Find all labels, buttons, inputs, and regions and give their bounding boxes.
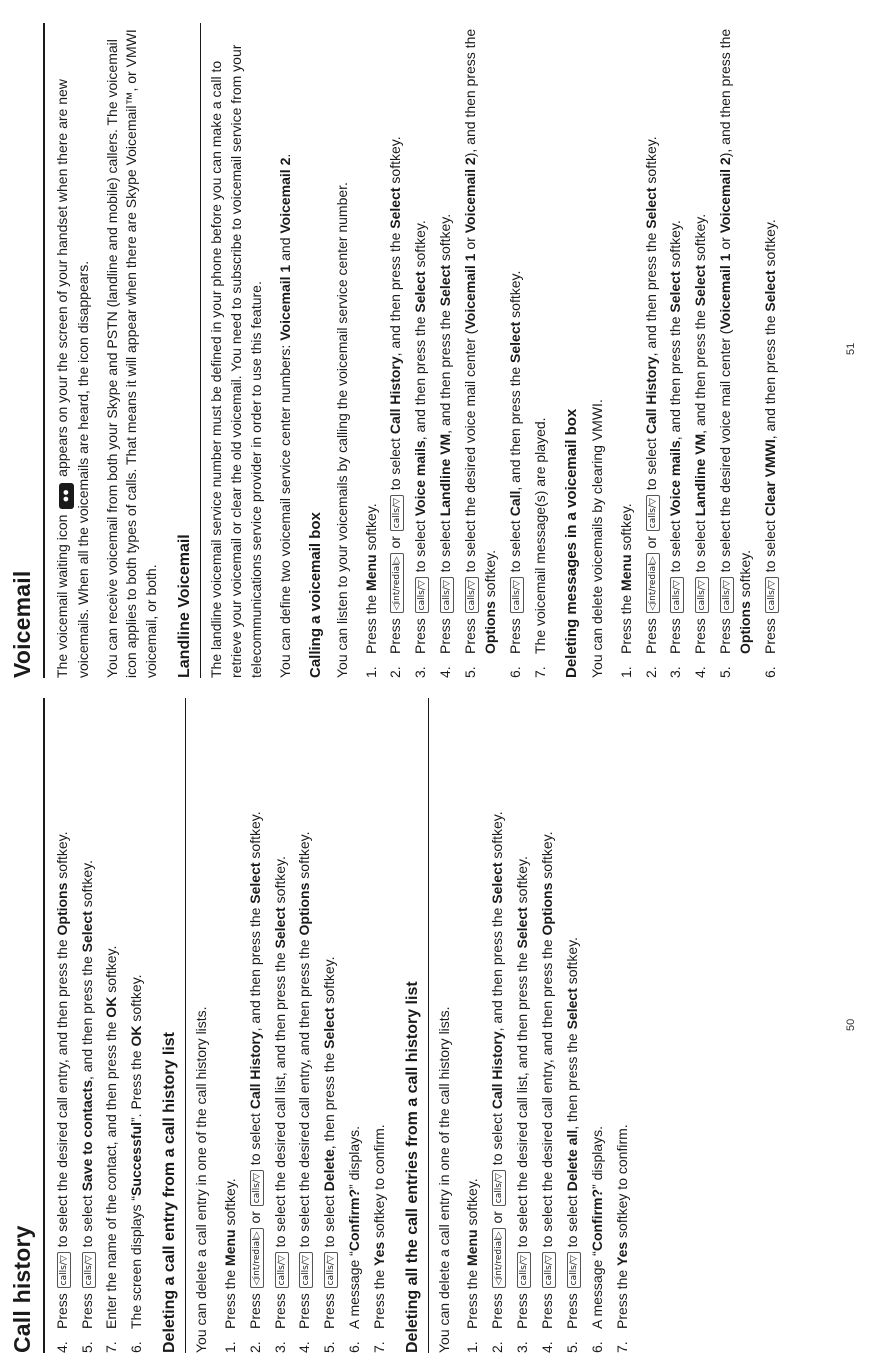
step-number: 7. [371,1341,387,1353]
step-text: to select [667,516,684,577]
step-text: softkey. [321,956,338,1008]
step-number: 7. [613,1341,630,1353]
key-glyph-icon: calls/▽ [492,1170,506,1206]
step-item [617,23,637,678]
key-glyph-icon: ◁int/redial▷ [390,553,404,613]
step-bold-text: Voice mails [667,440,684,517]
step-item [613,698,633,1353]
key-glyph-icon: calls/▽ [567,1252,581,1288]
step-bold-text: Call [506,490,523,517]
step-text: softkey. [761,219,778,271]
step-number: 7. [531,666,548,678]
key-glyph-icon: calls/▽ [390,495,404,531]
step-bold-text: Select [667,271,684,313]
step-item [761,23,781,678]
step-item [221,698,241,1353]
step-number: 2. [246,1341,263,1353]
step-item [386,23,406,678]
subsection-title: Calling a voicemail box [307,512,325,678]
step-text: softkey. [221,1178,238,1230]
step-text: softkey. [53,831,70,883]
step-item [716,23,756,678]
step-text: ” displays. [588,1125,605,1189]
step-text: Press [506,614,523,654]
step-text: to select [563,1191,580,1252]
step-bold-text: Select [642,187,659,229]
step-text: Press [692,614,709,654]
subsection-title: Deleting messages in a voicemail box [562,408,580,678]
step-number: 5. [462,666,479,678]
step-text: or [717,233,734,254]
step-text: softkey. [464,1178,481,1230]
step-item [362,23,382,678]
step-item [538,698,558,1353]
step-text: softkey. [362,503,379,555]
step-bold-text: Select [246,862,263,904]
bold-text: Voicemail 1 [276,264,293,341]
steps-list [362,23,551,678]
intro-text: appears on your the screen of your handset when there are new voicemails. When all the voicemails are heard, the icon disappears. [53,79,91,678]
step-text: , and then press the [78,952,95,1081]
step-number: 4. [539,1341,556,1353]
step-text: Press [489,1289,506,1329]
step-text: The voicemail message(s) are played. [531,417,548,654]
step-text: Press [271,1289,288,1329]
step-text: A message “ [588,1251,605,1329]
step-number: 3. [514,1341,531,1353]
step-number: 6. [761,666,778,678]
step-text: to select the desired call entry, and then press the [53,935,70,1252]
step-item [102,698,122,1353]
step-bold-text: Options [53,882,70,936]
step-bold-text: Menu [362,554,379,591]
step-text: to select the desired voice mail center ( [462,329,479,577]
key-glyph-icon: calls/▽ [510,577,524,613]
step-text: softkey. [563,937,580,989]
step-number: 1. [221,1341,238,1353]
step-bold-text: Select [437,264,454,307]
step-number: 4. [437,666,454,678]
step-number: 5. [563,1341,580,1353]
step-text: Press [642,614,659,654]
step-text: to select [321,1191,338,1252]
step-bold-text: Options [296,882,313,936]
step-text: Press [387,614,404,654]
step-text: Press [514,1289,531,1329]
step-text: ), and then press the [462,28,479,158]
step-number: 3. [271,1341,288,1353]
key-glyph-icon: calls/▽ [646,495,660,531]
step-bold-text: OK [128,1025,145,1047]
step-text: to select [437,516,454,577]
step-number: 2. [489,1341,506,1353]
step-bold-text: Select [412,271,429,313]
step-text: to select [246,1109,263,1170]
key-glyph-icon: calls/▽ [720,577,734,613]
step-number: 5. [78,1341,95,1353]
step-number: 7. [103,1341,120,1353]
key-glyph-icon: calls/▽ [415,577,429,613]
step-text: Press the [221,1265,238,1329]
step-text: , and then press the [667,312,684,441]
step-item [563,698,583,1353]
step-bold-text: Select [321,1007,338,1049]
step-text: softkey to confirm. [371,1124,387,1242]
step-item [345,698,365,1353]
step-item [488,698,508,1353]
step-bold-text: Select [514,907,531,949]
step-item [642,23,662,678]
key-glyph-icon: calls/▽ [299,1252,313,1288]
step-text: , and then press the [437,306,454,434]
key-glyph-icon: calls/▽ [275,1252,289,1288]
step-bold-text: Select [563,988,580,1030]
step-item [666,23,686,678]
step-bold-text: Select [692,264,709,307]
step-item [295,698,315,1353]
step-bold-text: Options [737,601,754,654]
step-text: softkey. [692,213,709,265]
step-number: 4. [53,1341,70,1353]
step-bold-text: OK [103,996,120,1018]
key-glyph-icon: calls/▽ [57,1252,71,1288]
landline-paragraph-2 [276,23,296,678]
step-number: 6. [128,1341,145,1353]
step-text: or [489,1207,506,1228]
step-bold-text: Successful [128,1122,145,1196]
step-text: to select the desired call list, and then press the [271,948,288,1252]
key-glyph-icon: calls/▽ [324,1252,338,1288]
voicemail-intro [53,23,94,678]
step-bold-text: Yes [613,1241,630,1266]
step-item [588,698,608,1353]
key-glyph-icon: ◁int/redial▷ [250,1228,264,1288]
step-bold-text: Call History [489,1031,506,1110]
key-glyph-icon: calls/▽ [465,577,479,613]
step-bold-text: Select [78,911,95,953]
step-text: , and then press the [692,306,709,434]
page-title: Call history [6,698,45,1353]
step-item [436,23,456,678]
step-text: to select the desired call entry, and then press the [296,935,313,1252]
step-text: Press [296,1289,313,1329]
step-text: Press the [613,1265,630,1329]
step-text: , then press the [321,1048,338,1150]
key-glyph-icon: ◁int/redial▷ [492,1228,506,1288]
step-number: 4. [296,1341,313,1353]
step-number: 2. [387,666,404,678]
step-bold-text: Select [761,270,778,312]
step-text: Enter the name of the contact, and then press the [103,1017,120,1329]
step-text: Press the [371,1265,387,1329]
step-text: Press [717,614,734,654]
step-bold-text: Confirm? [588,1188,605,1252]
step-bold-text: Voicemail 2 [462,157,479,234]
step-text: ” displays. [346,1125,363,1189]
step-number: 5. [321,1341,338,1353]
step-text: softkey. [78,860,95,912]
step-item [246,698,266,1353]
step-item [53,698,73,1353]
step-text: , and then press the [246,903,263,1032]
step-bold-text: Landline VM [692,433,709,517]
steps-list [221,698,390,1353]
subsection-intro: You can listen to your voicemails by calling the voicemail service center number. [333,182,350,678]
key-glyph-icon: calls/▽ [542,1252,556,1288]
step-item [78,698,98,1353]
step-item [271,698,291,1353]
section-title: Landline Voicemail [174,23,201,678]
step-text: , and then press the [761,311,778,440]
step-text: Press the [464,1265,481,1329]
page-number: 51 [845,342,857,355]
step-text: to select [761,516,778,577]
step-text: softkey. [642,136,659,188]
step-number: 1. [617,666,634,678]
key-glyph-icon: calls/▽ [517,1252,531,1288]
step-text: softkey. [128,974,145,1026]
key-glyph-icon: calls/▽ [82,1252,96,1288]
step-item [411,23,431,678]
step-item [691,23,711,678]
section-intro: You can delete a call entry in one of the call history lists. [435,1006,452,1353]
step-item [127,698,147,1353]
step-text: softkey. [271,856,288,908]
step-number: 6. [506,666,523,678]
key-glyph-icon: calls/▽ [765,577,779,613]
key-glyph-icon: calls/▽ [670,577,684,613]
step-bold-text: Confirm? [346,1188,363,1252]
steps-list [53,698,148,1353]
step-item [370,698,390,1353]
steps-list [617,23,781,678]
step-text: Press [563,1289,580,1329]
key-glyph-icon: calls/▽ [250,1170,264,1206]
page-51 [0,23,787,678]
step-text: or [246,1207,263,1228]
step-bold-text: Call History [642,356,659,435]
step-bold-text: Select [387,187,404,229]
landline-paragraph: The landline voicemail service number must be defined in your phone before you can make a call to retrieve your voicemail or clear the old voicemail. You need to subscribe to voicemail service from your telecommunications service provider in order to use this feature. [207,44,264,678]
step-text: Press [539,1289,556,1329]
step-text: softkey. [539,831,556,883]
step-number: 2. [642,666,659,678]
step-number: 5. [717,666,734,678]
step-text: softkey. [103,945,120,997]
section-intro: You can delete a call entry in one of the call history lists. [192,1006,209,1353]
step-bold-text: Call History [246,1031,263,1110]
step-item [461,23,501,678]
step-text: , and then press the [387,228,404,357]
text: and [276,233,293,265]
step-text: softkey. [387,136,404,188]
step-text: Press [321,1289,338,1329]
step-number: 6. [346,1341,363,1353]
step-text: , and then press the [489,903,506,1032]
text: . [276,153,293,158]
step-text: , and then press the [412,312,429,441]
step-bold-text: Select [506,321,523,363]
step-text: ), and then press the [717,28,734,158]
step-text: softkey. [667,220,684,272]
voicemail-intro-2: You can receive voicemail from both your Skype and PSTN (landline and mobile) callers. The voicemail icon applies to both types of calls. That means it will appear when there are Skype Voicemail™, or VMWI voicemail, or both. [103,29,160,678]
step-bold-text: Call History [387,356,404,435]
step-bold-text: Voicemail 1 [462,253,479,330]
step-text: to select [78,1191,95,1252]
step-text: softkey. [737,550,754,602]
key-glyph-icon: calls/▽ [695,577,709,613]
step-text: softkey to confirm. [613,1124,630,1242]
page-50 [0,698,639,1353]
step-number: 1. [362,666,379,678]
step-text: Press [246,1289,263,1329]
step-text: The screen displays “ [128,1195,145,1329]
step-text: Press [761,614,778,654]
step-bold-text: Voicemail 2 [717,157,734,234]
step-text: Press the [617,590,634,654]
step-number: 3. [412,666,429,678]
step-text: or [387,532,404,553]
step-number: 4. [692,666,709,678]
step-number: 1. [464,1341,481,1353]
step-text: softkey. [506,270,523,322]
step-text: softkey. [617,503,634,555]
step-text: to select the desired call entry, and then press the [539,935,556,1252]
section-title: Deleting all the call entries from a call history list [402,698,429,1353]
step-text: or [462,233,479,254]
step-item [513,698,533,1353]
text: You can define two voicemail service center numbers: [276,340,293,678]
step-bold-text: Save to contacts [78,1080,95,1192]
key-glyph-icon: calls/▽ [440,577,454,613]
step-text: softkey. [246,811,263,863]
step-text: to select [489,1109,506,1170]
bold-text: Voicemail 2 [276,157,293,234]
step-text: , and then press the [506,362,523,491]
step-bold-text: Menu [617,554,634,591]
step-text: to select [387,434,404,495]
step-bold-text: Delete [321,1149,338,1192]
step-text: to select [506,516,523,577]
step-text: softkey. [412,220,429,272]
step-number: 6. [588,1341,605,1353]
step-bold-text: Options [539,882,556,936]
step-text: softkey. [514,856,531,908]
step-text: ”. Press the [128,1046,145,1122]
step-bold-text: Menu [464,1229,481,1266]
step-text: to select the desired call list, and then press the [514,948,531,1252]
step-item [463,698,483,1353]
step-bold-text: Voicemail 1 [717,253,734,330]
step-bold-text: Clear VMWI [761,439,778,517]
step-text: Press [667,614,684,654]
step-bold-text: Select [271,907,288,949]
step-bold-text: Options [481,601,498,654]
steps-list [463,698,632,1353]
step-bold-text: Select [489,862,506,904]
step-text: Press [78,1289,95,1329]
step-bold-text: Voice mails [412,440,429,517]
step-bold-text: Menu [221,1229,238,1266]
step-bold-text: Yes [371,1241,387,1266]
step-text: to select [412,516,429,577]
step-item [320,698,340,1353]
step-text: Press [53,1289,70,1329]
step-text: Press [462,614,479,654]
step-text: to select [642,434,659,495]
step-item [531,23,551,678]
step-text: softkey. [481,550,498,602]
key-glyph-icon: ◁int/redial▷ [646,553,660,613]
step-text: softkey. [489,811,506,863]
page-title: Voicemail [6,23,45,678]
step-text: to select [692,516,709,577]
step-text: or [642,532,659,553]
step-text: to select the desired voice mail center ( [717,329,734,577]
step-bold-text: Landline VM [437,433,454,517]
subsection-intro: You can delete voicemails by clearing VMWI. [588,399,605,678]
section-title: Deleting a call entry from a call history list [159,698,186,1353]
step-number: 3. [667,666,684,678]
page-number: 50 [845,1018,857,1031]
step-text: , and then press the [642,228,659,357]
voicemail-waiting-icon: ●● [59,483,74,509]
step-text: softkey. [296,831,313,883]
step-text: softkey. [437,213,454,265]
step-text: Press [437,614,454,654]
step-text: , then press the [563,1029,580,1130]
step-text: Press the [362,590,379,654]
intro-text: The voicemail waiting icon [53,510,70,678]
step-text: A message “ [346,1251,363,1329]
step-text: Press [412,614,429,654]
step-item [506,23,526,678]
step-bold-text: Delete all [563,1129,580,1192]
